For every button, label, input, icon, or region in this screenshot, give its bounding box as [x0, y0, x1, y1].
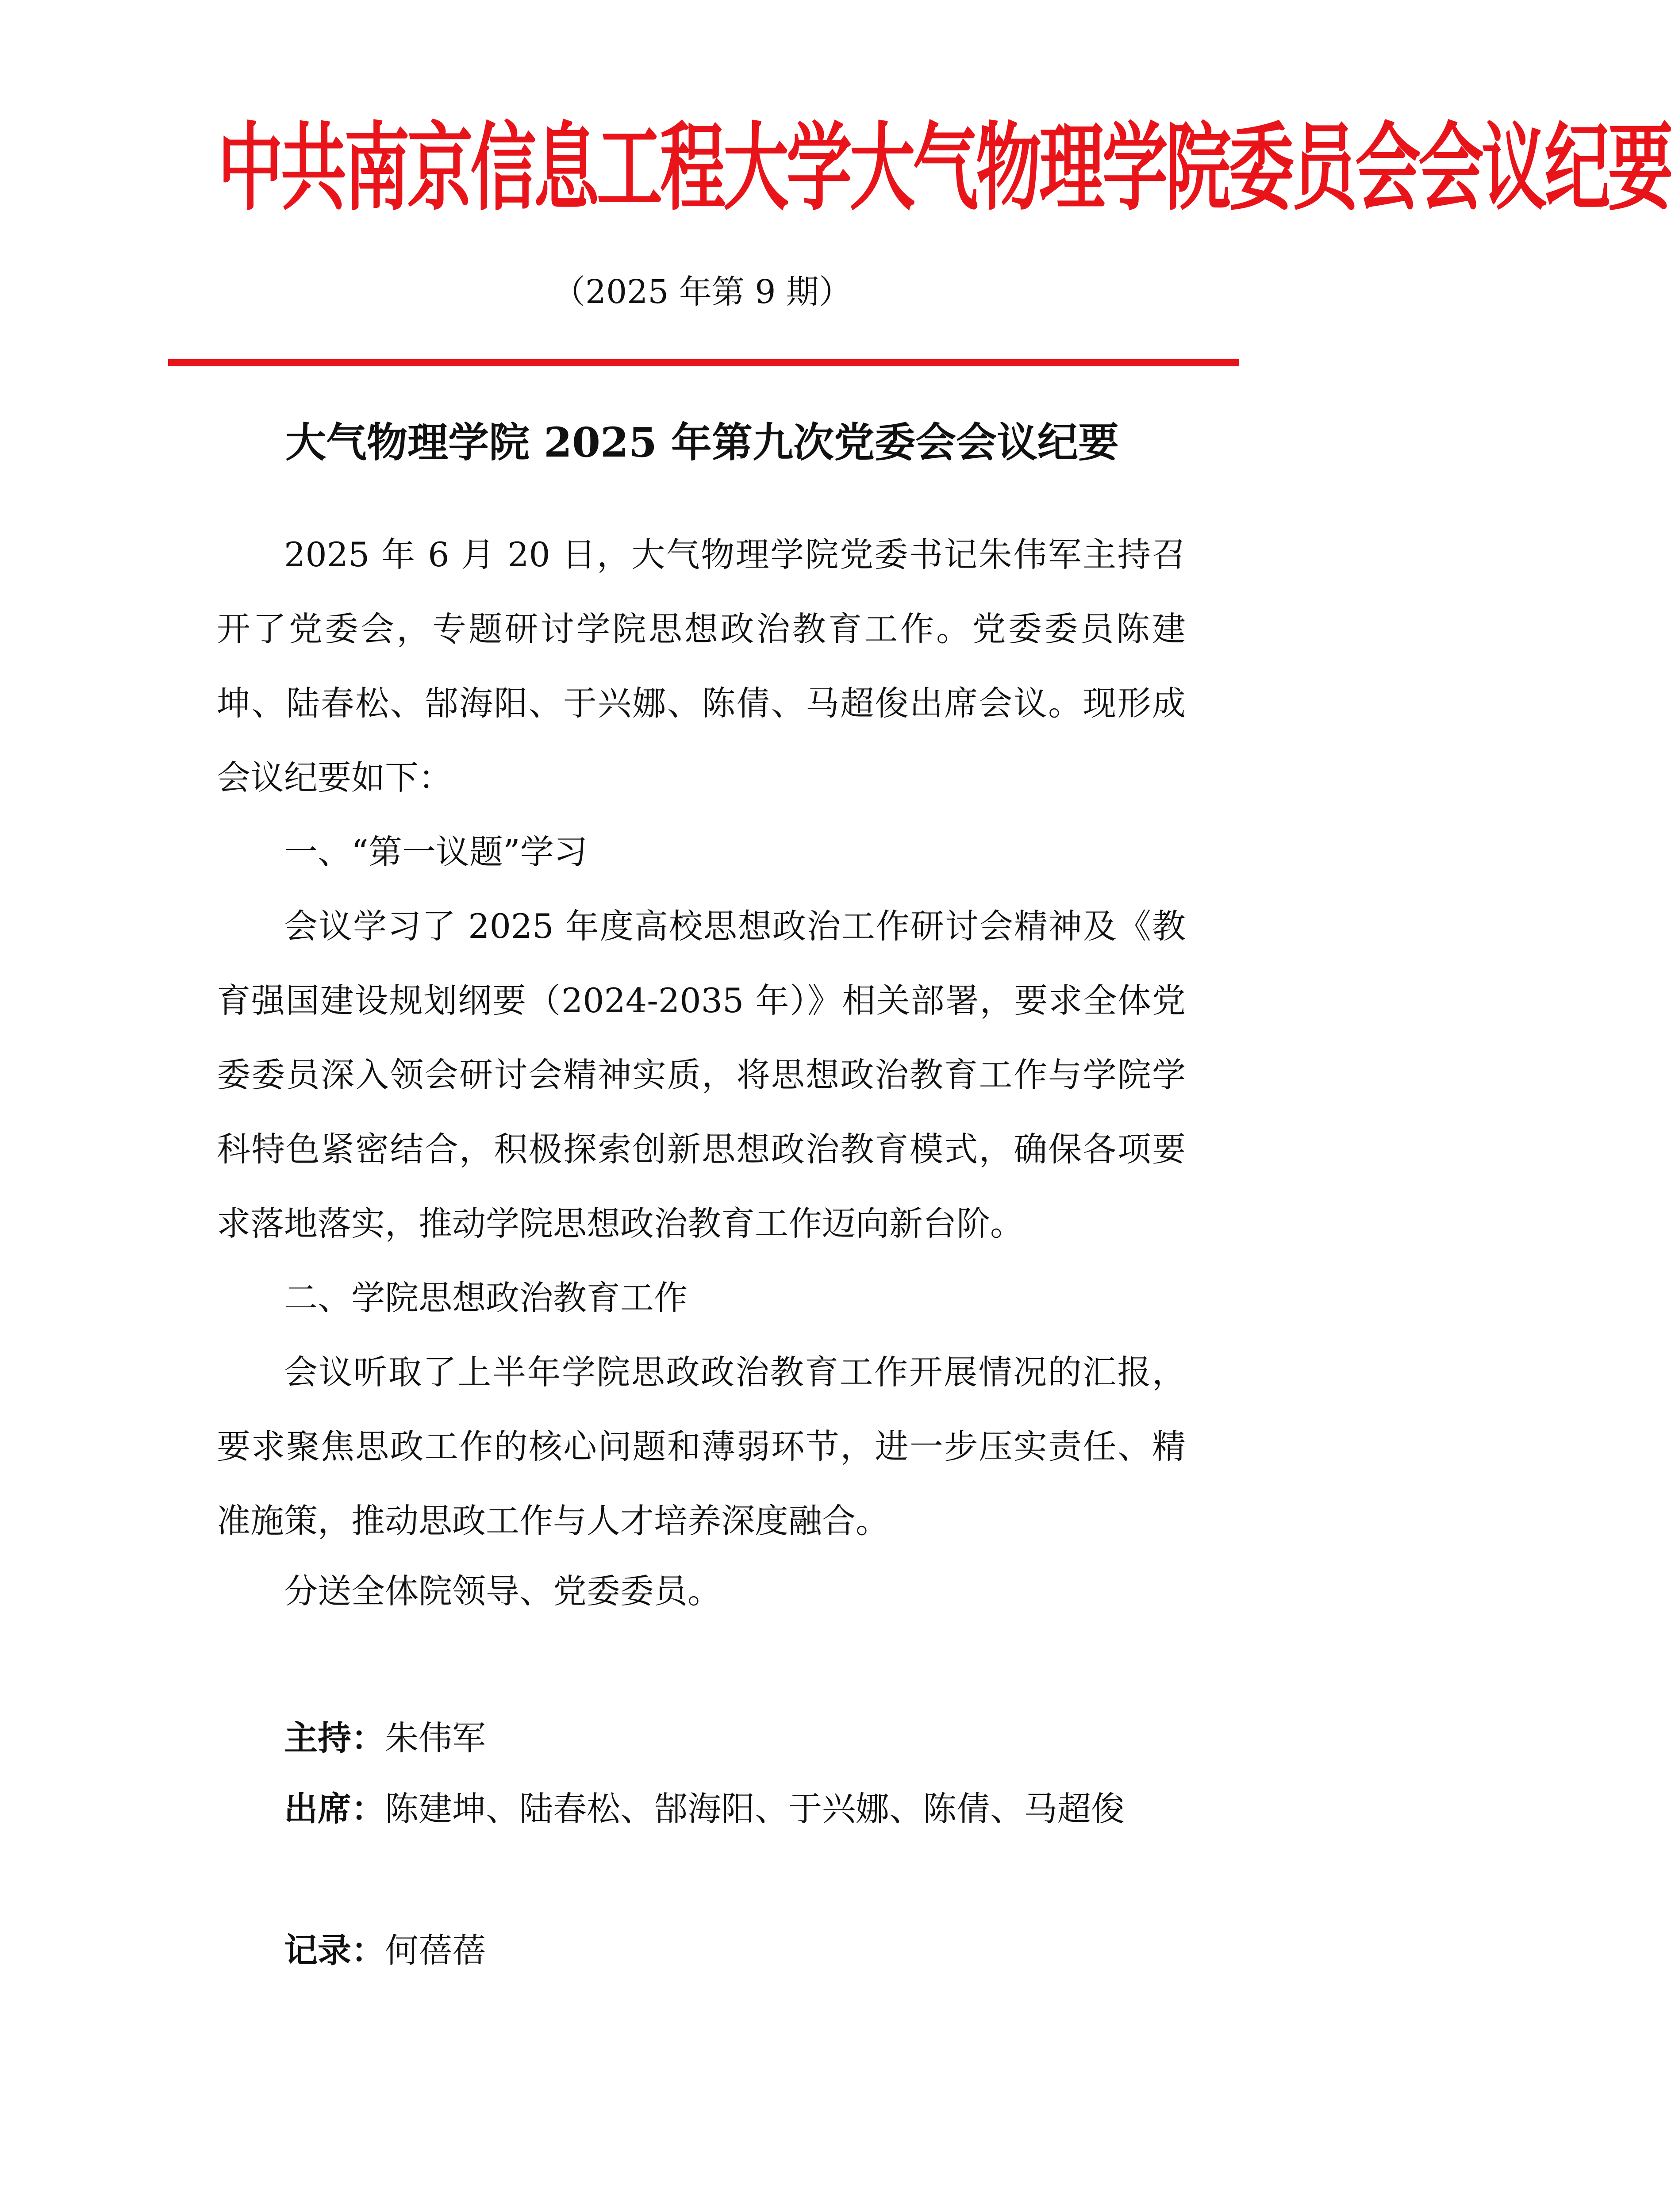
intro-paragraph: 2025 年 6 月 20 日，大气物理学院党委书记朱伟军主持召开了党委会，专题研讨学院思想政治教育工作。党委委员陈建坤、陆春松、郜海阳、于兴娜、陈倩、马超俊出席会议。现形成会议纪要如下：: [217, 535, 1186, 797]
document-body: [217, 518, 1186, 1624]
masthead-title: 中共南京信息工程大学大气物理学院委员会会议纪要: [217, 112, 1671, 223]
section-2-paragraph: 会议听取了上半年学院思政政治教育工作开展情况的汇报，要求聚焦思政工作的核心问题和薄弱环节，进一步压实责任、精准施策，推动思政工作与人才培养深度融合。: [217, 1352, 1186, 1540]
red-divider-line: [168, 359, 1239, 366]
host-value: 朱伟军: [385, 1718, 486, 1758]
host-label: 主持：: [284, 1718, 385, 1758]
section-1-heading: 一、“第一议题”学习: [284, 832, 588, 872]
attendees-label: 出席：: [284, 1789, 385, 1828]
section-1-paragraph: 会议学习了 2025 年度高校思想政治工作研讨会精神及《教育强国建设规划纲要（2024-2035 年）》相关部署，要求全体党委委员深入领会研讨会精神实质，将思想政治教育工作与学院学科特色紧密结合，积极探索创新思想政治教育模式，确保各项要求落地落实，推动学院思想政治教育工作迈向新台阶。: [217, 906, 1186, 1243]
recorder-label: 记录：: [284, 1931, 385, 1970]
attendees-row: [217, 1772, 1186, 1846]
document-title: 大气物理学院 2025 年第九次党委会会议纪要: [285, 419, 1119, 466]
distribution-line: 分送全体院领导、党委委员。: [284, 1571, 721, 1611]
recorder-row: [217, 1913, 1186, 1988]
attendees-value: 陈建坤、陆春松、郜海阳、于兴娜、陈倩、马超俊: [385, 1789, 1125, 1828]
host-row: [217, 1701, 1186, 1775]
section-2-heading: 二、学院思想政治教育工作: [284, 1278, 688, 1317]
recorder-value: 何蓓蓓: [385, 1931, 486, 1970]
issue-number: （2025 年第 9 期）: [553, 273, 852, 311]
